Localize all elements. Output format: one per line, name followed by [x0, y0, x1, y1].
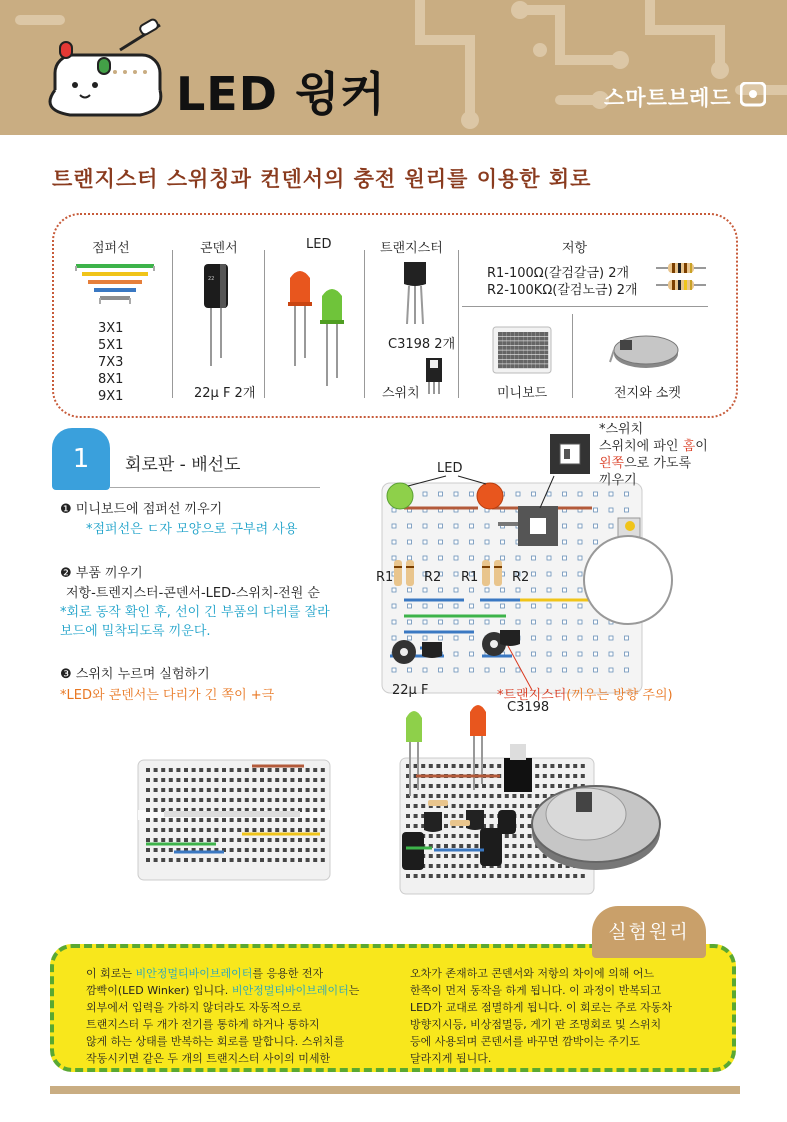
callout-highlight: 왼쪽: [599, 456, 625, 471]
step-2-order: 저항-트렌지스터-콘덴서-LED-스위치-전원 순: [66, 586, 320, 601]
principle-highlight: 비안정멀티바이브레이터: [231, 984, 349, 997]
principle-line: [86, 999, 359, 1016]
step-number: ❸: [60, 667, 72, 682]
capacitor-label: 22μ F: [392, 683, 429, 698]
step-1: [60, 498, 222, 517]
step-2-note: 보드에 밀착되도록 끼운다.: [60, 624, 211, 639]
divider: [364, 250, 365, 398]
footer-bar: [50, 1086, 740, 1094]
callout-text: [599, 455, 708, 472]
step-2: [60, 562, 143, 581]
step-number: ❶: [60, 502, 72, 517]
callout-text: *스위치: [599, 422, 644, 437]
resistor-illustration: [656, 260, 706, 296]
part-label-jumper: 점퍼선: [92, 241, 130, 256]
step-text: 스위치 누르며 실험하기: [75, 667, 210, 682]
resistor-r1-spec: R1-100Ω(갈검갈금) 2개: [487, 266, 630, 281]
callout-text-part: 스위치에 파인: [599, 439, 679, 454]
principle-text-segment: 를 응용한 전자: [252, 967, 324, 980]
page-title: LED 윙커: [176, 67, 386, 121]
divider: [458, 250, 459, 398]
principle-line: 오차가 존재하고 콘덴서와 저항의 차이에 의해 어느: [410, 967, 655, 980]
led-callout: LED: [437, 461, 463, 476]
resistor-label: R2: [424, 570, 442, 585]
resistor-label: R1: [376, 570, 394, 585]
principle-text-segment: 않게 하는 상태를 반복하는 회로를 말합니다. 스위치를: [86, 1035, 345, 1048]
capacitor-illustration: [196, 262, 236, 372]
battery-socket-illustration: [606, 328, 682, 372]
principle-line: [86, 1033, 359, 1050]
callout-text-part: 이: [695, 439, 708, 454]
brand-logo-icon: [740, 82, 766, 108]
transistor-model-label: C3198: [507, 700, 550, 715]
resistor-label: R2: [512, 570, 530, 585]
principle-line: 방향지시등, 비상점멸등, 게기 판 조명회로 및 스위치: [410, 1018, 662, 1031]
page-subtitle: 트랜지스터 스위칭과 컨덴서의 충전 원리를 이용한 회로: [52, 167, 592, 191]
jumper-size: 7X3: [98, 355, 124, 370]
part-label-capacitor: 콘덴서: [200, 241, 238, 256]
part-label-led: LED: [306, 237, 332, 252]
mascot-illustration: [50, 18, 161, 115]
jumper-sizes: [98, 320, 123, 405]
principle-highlight: 비안정멀티바이브레이터: [135, 967, 253, 980]
part-label-battery: 전지와 소켓: [614, 386, 681, 401]
principle-line: 달라지게 됩니다.: [410, 1052, 492, 1065]
principle-line: [86, 1016, 359, 1033]
jumper-size: 9X1: [98, 389, 124, 404]
transistor-illustration: [400, 258, 430, 326]
principle-text-segment: 외부에서 입력을 가하지 않더라도 자동적으로: [86, 1001, 302, 1014]
principle-text-segment: 작동시키면 같은 두 개의 트랜지스터 사이의 미세한: [86, 1052, 331, 1065]
svg-text:22: 22: [208, 276, 215, 282]
header: [0, 0, 787, 135]
principle-text-left: [86, 965, 359, 1067]
part-label-miniboard: 미니보드: [497, 386, 548, 401]
divider: [462, 306, 708, 307]
resistor-r2-spec: R2-100KΩ(갈검노금) 2개: [487, 283, 638, 298]
switch-illustration: [424, 356, 444, 396]
principle-line: [86, 1050, 359, 1067]
section-title: 회로판 - 배선도: [125, 455, 241, 475]
callout-text: *트랜지스터: [497, 688, 567, 703]
principle-text-segment: 이 회로는: [86, 967, 136, 980]
step-text: 부품 끼우기: [75, 566, 143, 581]
step-3: [60, 663, 210, 682]
section-number-badge: 1: [52, 428, 110, 490]
empty-breadboard-photo: [134, 752, 334, 884]
callout-highlight: 홈: [682, 439, 696, 454]
resistor-label: R1: [461, 570, 479, 585]
principle-text-segment: 트랜지스터 두 개가 전기를 통하게 하거나 통하지: [86, 1018, 320, 1031]
brand-name: 스마트브레드: [604, 86, 732, 110]
principle-line: 한쪽이 먼저 동작을 하게 됩니다. 이 과정이 반복되고: [410, 984, 662, 997]
principle-line: LED가 교대로 점멸하게 됩니다. 이 회로는 주로 자동차: [410, 1001, 673, 1014]
part-label-resistor: 저항: [562, 241, 588, 256]
step-text: 미니보드에 점퍼선 끼우기: [75, 502, 223, 517]
step-3-note: *LED와 콘덴서는 다리가 긴 쪽이 +극: [60, 688, 275, 703]
part-label-switch: 스위치: [382, 386, 420, 401]
callout-text: [599, 438, 708, 455]
divider: [110, 487, 320, 488]
step-number: ❷: [60, 566, 72, 581]
principle-line: 등에 사용되며 콘덴서를 바꾸면 깜박이는 주기도: [410, 1035, 641, 1048]
part-label-transistor: 트랜지스터: [380, 241, 443, 256]
miniboard-illustration: [492, 326, 552, 374]
jumper-size: 3X1: [98, 321, 124, 336]
step-2-note: *회로 동작 확인 후, 선이 긴 부품의 다리를 잘라: [60, 605, 330, 620]
principle-text-right: [410, 965, 672, 1067]
circuit-pattern-decoration: [0, 0, 787, 135]
principle-text-segment: 는: [348, 984, 360, 997]
principle-line: [86, 982, 359, 999]
capacitor-spec: 22μ F 2개: [194, 386, 256, 401]
transistor-spec: C3198 2개: [388, 337, 456, 352]
callout-text: 끼우기: [599, 473, 637, 488]
divider: [172, 250, 173, 398]
callout-highlight: (끼우는 방향 주의): [566, 688, 673, 703]
jumper-size: 5X1: [98, 338, 124, 353]
principle-tag: 실험원리: [592, 906, 706, 958]
jumper-size: 8X1: [98, 372, 124, 387]
step-1-note: *점퍼선은 ㄷ자 모양으로 구부려 사용: [86, 522, 298, 537]
divider: [572, 314, 573, 398]
principle-line: [86, 965, 359, 982]
principle-text-segment: 깜빡이(LED Winker) 입니다.: [86, 984, 232, 997]
callout-text-part: 으로 가도록: [624, 456, 692, 471]
led-illustration: [282, 266, 352, 391]
assembled-circuit-photo: [396, 700, 666, 900]
switch-callout: [599, 421, 708, 489]
jumper-wire-illustration: [70, 258, 160, 306]
divider: [264, 250, 265, 398]
